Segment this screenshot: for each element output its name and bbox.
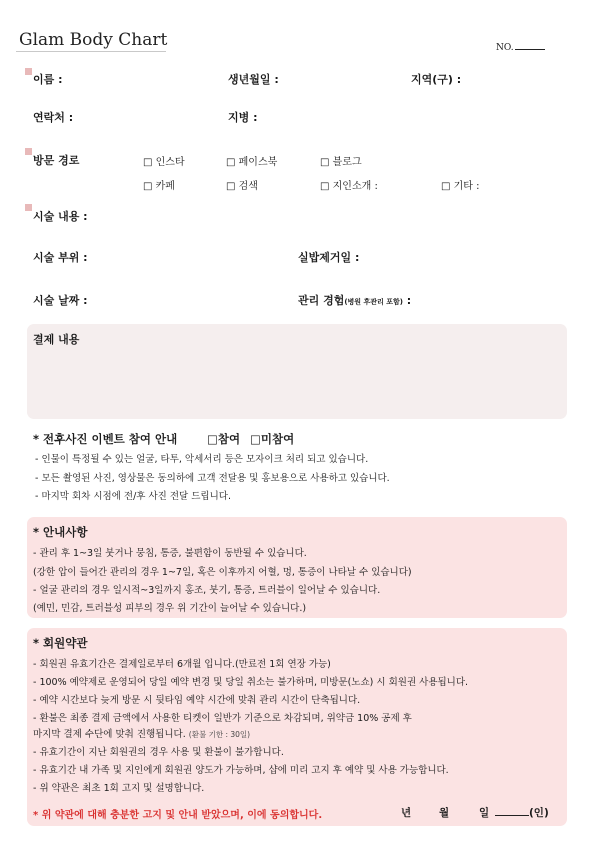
photo-event-title: * 전후사진 이벤트 참여 안내 bbox=[33, 432, 178, 446]
terms-line: - 유효기간이 지난 회원권의 경우 사용 및 환불이 불가합니다. bbox=[33, 747, 284, 758]
photo-event-line: - 모든 촬영된 사진, 영상물은 동의하에 고객 전달용 및 홍보용으로 사용하고 있습니다. bbox=[35, 473, 390, 484]
region-field[interactable]: 지역(구) : bbox=[411, 73, 462, 86]
guide-line: - 관리 후 1~3일 붓거나 뭉침, 통증, 불편함이 동반될 수 있습니다. bbox=[33, 548, 307, 559]
visit-route-label: 방문 경로 bbox=[33, 154, 80, 167]
photo-event-line: - 마지막 회차 시점에 전/후 사진 전달 드립니다. bbox=[35, 491, 231, 502]
care-history-colon: : bbox=[406, 294, 412, 307]
payment-label: 결제 내용 bbox=[33, 333, 80, 346]
photo-event-line: - 인물이 특정될 수 있는 얼굴, 타투, 악세서리 등은 모자이크 처리 되고 있습니다. bbox=[35, 454, 369, 465]
visit-option-cafe[interactable]: □ 카페 bbox=[143, 181, 175, 192]
signature-blank[interactable] bbox=[495, 805, 529, 816]
care-history-note: (병원 후관리 포함) bbox=[344, 298, 403, 306]
terms-title: * 회원약관 bbox=[33, 636, 88, 650]
terms-line: - 유효기간 내 가족 및 지인에게 회원권 양도가 가능하며, 샵에 미리 고지 후 예약 및 사용 가능합니다. bbox=[33, 765, 449, 776]
care-history-label: 관리 경험 bbox=[298, 294, 345, 307]
suture-removal-field[interactable]: 실밥제거일 : bbox=[298, 251, 360, 264]
visit-option-blog[interactable]: □ 블로그 bbox=[320, 157, 362, 168]
treatment-date-field[interactable]: 시술 날짜 : bbox=[33, 294, 88, 307]
photo-event-not-participate[interactable]: □미참여 bbox=[250, 432, 295, 446]
guide-line: - 얼굴 관리의 경우 일시적~3일까지 홍조, 붓기, 통증, 트러블이 일어날 수 있습니다. bbox=[33, 585, 381, 596]
care-history-field[interactable] bbox=[298, 292, 411, 308]
terms-line-text: 마지막 결제 수단에 맞춰 진행됩니다. bbox=[33, 729, 186, 740]
terms-line: - 위 약관은 최초 1회 고지 및 설명합니다. bbox=[33, 783, 205, 794]
disease-field[interactable]: 지병 : bbox=[228, 111, 258, 124]
terms-line: - 환불은 최종 결제 금액에서 사용한 티켓이 일반가 기준으로 차감되며, 위약금 10% 공제 후 bbox=[33, 713, 412, 724]
section-corner-mark bbox=[25, 68, 32, 75]
terms-line: - 예약 시간보다 늦게 방문 시 뒷타임 예약 시간에 맞춰 관리 시간이 단축됩니다. bbox=[33, 695, 361, 706]
visit-option-other[interactable]: □ 기타 : bbox=[441, 181, 480, 192]
name-field[interactable]: 이름 : bbox=[33, 73, 63, 86]
guide-line: (강한 압이 들어간 관리의 경우 1~7일, 혹은 이후까지 어혈, 멍, 통증이 나타날 수 있습니다) bbox=[33, 567, 412, 578]
document-number-label: NO. bbox=[496, 43, 514, 53]
photo-event-participate[interactable]: □참여 bbox=[207, 432, 241, 446]
guide-title: * 안내사항 bbox=[33, 525, 88, 539]
terms-line bbox=[33, 726, 250, 740]
treatment-area-field[interactable]: 시술 부위 : bbox=[33, 251, 88, 264]
document-number[interactable] bbox=[496, 40, 545, 53]
terms-line: - 100% 예약제로 운영되어 당일 예약 변경 및 당일 취소는 불가하며, 미방문(노쇼) 시 회원권 사용됩니다. bbox=[33, 677, 469, 688]
payment-box[interactable] bbox=[27, 324, 567, 419]
section-corner-mark bbox=[25, 204, 32, 211]
birthdate-field[interactable]: 생년월일 : bbox=[228, 73, 279, 86]
sign-month[interactable]: 월 bbox=[439, 807, 450, 819]
visit-option-search[interactable]: □ 검색 bbox=[226, 181, 258, 192]
sign-year[interactable]: 년 bbox=[401, 807, 412, 819]
refund-deadline-note: (환불 기한 : 30일) bbox=[188, 730, 251, 739]
document-number-blank[interactable] bbox=[515, 40, 545, 50]
signature-field[interactable] bbox=[495, 805, 549, 820]
visit-option-instagram[interactable]: □ 인스타 bbox=[143, 157, 185, 168]
section-corner-mark bbox=[25, 148, 32, 155]
terms-line: - 회원권 유효기간은 결제일로부터 6개월 입니다.(만료전 1회 연장 가능) bbox=[33, 659, 331, 670]
document-title: Glam Body Chart bbox=[19, 30, 168, 50]
visit-option-facebook[interactable]: □ 페이스북 bbox=[226, 157, 278, 168]
terms-agreement: * 위 약관에 대해 충분한 고지 및 안내 받았으며, 이에 동의합니다. bbox=[33, 810, 323, 821]
title-underline bbox=[16, 51, 166, 52]
sign-day[interactable]: 일 bbox=[479, 807, 490, 819]
visit-option-referral[interactable]: □ 지인소개 : bbox=[320, 181, 378, 192]
treatment-content-field[interactable]: 시술 내용 : bbox=[33, 210, 88, 223]
contact-field[interactable]: 연락처 : bbox=[33, 111, 74, 124]
guide-line: (예민, 민감, 트러블성 피부의 경우 위 기간이 늘어날 수 있습니다.) bbox=[33, 603, 307, 614]
signature-seal: (인) bbox=[529, 807, 549, 819]
